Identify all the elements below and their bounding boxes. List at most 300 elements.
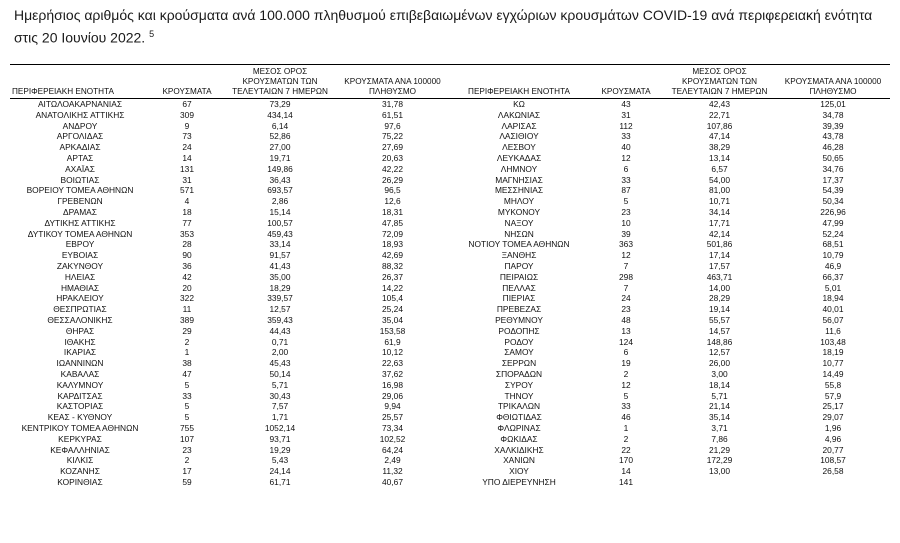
cell-avg7-right: 14,57 bbox=[709, 325, 730, 336]
cell-per100k-right: 10,79 bbox=[822, 250, 844, 261]
table-row bbox=[10, 250, 890, 261]
cell-avg7-right: 35,14 bbox=[709, 412, 730, 423]
header-per100k-right: ΚΡΟΥΣΜΑΤΑ ΑΝΑ 100000 ΠΛΗΘΥΣΜΟ bbox=[784, 77, 882, 96]
cell-cases-left: 24 bbox=[182, 142, 192, 153]
cell-cases-left: 353 bbox=[180, 228, 194, 239]
cell-region-right: ΛΑΣΙΘΙΟΥ bbox=[499, 131, 539, 142]
cell-cases-left: 131 bbox=[180, 163, 194, 174]
cell-region-left: ΑΡΤΑΣ bbox=[66, 152, 94, 163]
cell-per100k-right: 66,37 bbox=[822, 271, 844, 282]
cell-cases-left: 389 bbox=[180, 314, 194, 325]
cell-region-left: ΑΙΤΩΛΟΑΚΑΡΝΑΝΙΑΣ bbox=[10, 99, 150, 110]
table-row bbox=[10, 315, 890, 326]
cell-region-right: ΛΗΜΝΟΥ bbox=[500, 163, 538, 174]
cell-avg7-left: 459,43 bbox=[267, 228, 293, 239]
cell-cases-left: 38 bbox=[182, 358, 192, 369]
cell-per100k-left: 47,85 bbox=[382, 217, 403, 228]
table-row bbox=[10, 304, 890, 315]
cell-per100k-right: 34,78 bbox=[822, 109, 844, 120]
cell-per100k-left: 25,24 bbox=[382, 304, 403, 315]
cell-avg7-right: 5,71 bbox=[711, 390, 728, 401]
cell-cases-right: 5 bbox=[623, 390, 629, 401]
table-row bbox=[10, 455, 890, 466]
cell-region-left: ΘΗΡΑΣ bbox=[65, 325, 95, 336]
cell-avg7-left: 2,00 bbox=[271, 347, 289, 358]
cell-per100k-left: 73,34 bbox=[382, 422, 403, 433]
cell-avg7-left: 19,29 bbox=[269, 444, 291, 455]
cell-per100k-left: 153,58 bbox=[379, 325, 406, 336]
cell-region-left: ΚΟΖΑΝΗΣ bbox=[60, 466, 100, 477]
cell-cases-left: 5 bbox=[184, 412, 190, 423]
cell-cases-right: 13 bbox=[621, 325, 631, 336]
header-region-left: ΠΕΡΙΦΕΡΕΙΑΚΗ ΕΝΟΤΗΤΑ bbox=[12, 87, 114, 96]
cell-per100k-right: 34,76 bbox=[822, 163, 844, 174]
cell-cases-left: 17 bbox=[182, 466, 192, 477]
cell-cases-right: 124 bbox=[619, 336, 633, 347]
cell-region-left: ΚΕΝΤΡΙΚΟΥ ΤΟΜΕΑ ΑΘΗΝΩΝ bbox=[21, 422, 139, 433]
cell-per100k-right: 56,07 bbox=[822, 314, 844, 325]
cell-cases-right: 363 bbox=[619, 239, 633, 250]
header-avg7-left: ΜΕΣΟΣ ΟΡΟΣ ΚΡΟΥΣΜΑΤΩΝ ΤΩΝ ΤΕΛΕΥΤΑΙΩΝ 7 ΗΜΕΡΩΝ bbox=[232, 67, 328, 96]
cell-avg7-left: 0,71 bbox=[271, 336, 289, 347]
cell-region-left: ΚΑΡΔΙΤΣΑΣ bbox=[57, 390, 103, 401]
cell-region-left: ΔΥΤΙΚΟΥ ΤΟΜΕΑ ΑΘΗΝΩΝ bbox=[27, 228, 133, 239]
cell-avg7-left: 6,14 bbox=[271, 120, 289, 131]
cell-avg7-left: 27,00 bbox=[269, 142, 291, 153]
cell-per100k-left: 29,06 bbox=[382, 390, 403, 401]
cell-per100k-left: 22,63 bbox=[382, 358, 403, 369]
cell-per100k-left: 10,12 bbox=[382, 347, 403, 358]
table-row bbox=[10, 423, 890, 434]
table-row bbox=[10, 153, 890, 164]
cell-per100k-right: 52,24 bbox=[822, 228, 844, 239]
cell-per100k-right: 10,77 bbox=[822, 358, 844, 369]
cell-cases-left: 20 bbox=[182, 282, 192, 293]
cell-region-right: ΡΟΔΟΠΗΣ bbox=[498, 325, 540, 336]
cell-cases-left: 5 bbox=[184, 379, 190, 390]
cell-region-right: ΞΑΝΘΗΣ bbox=[501, 250, 537, 261]
cell-per100k-right: 55,8 bbox=[824, 379, 842, 390]
cell-cases-right: 19 bbox=[621, 358, 631, 369]
cell-per100k-left: 61,51 bbox=[382, 109, 403, 120]
table-row bbox=[10, 477, 890, 488]
cell-per100k-left: 72,09 bbox=[382, 228, 403, 239]
cell-avg7-left: 5,71 bbox=[271, 379, 289, 390]
cell-avg7-left: 12,57 bbox=[269, 304, 291, 315]
cell-avg7-left: 5,43 bbox=[271, 455, 289, 466]
cell-region-left: ΚΕΑΣ - ΚΥΘΝΟΥ bbox=[47, 412, 113, 423]
cell-avg7-right: 12,57 bbox=[709, 347, 730, 358]
cell-per100k-right: 57,9 bbox=[824, 390, 842, 401]
cell-avg7-right bbox=[663, 477, 776, 488]
cell-cases-left: 14 bbox=[182, 152, 192, 163]
cell-cases-right: 298 bbox=[619, 271, 633, 282]
cell-cases-right: 33 bbox=[621, 401, 631, 412]
cell-avg7-right: 81,00 bbox=[709, 185, 730, 196]
table-row bbox=[10, 412, 890, 423]
cell-avg7-left: 2,86 bbox=[271, 196, 289, 207]
cell-avg7-right: 172,29 bbox=[706, 455, 733, 466]
cell-cases-right: 1 bbox=[623, 422, 629, 433]
table-body bbox=[10, 99, 890, 488]
cell-region-right: ΠΕΙΡΑΙΩΣ bbox=[499, 271, 539, 282]
cell-avg7-right: 26,00 bbox=[709, 358, 730, 369]
cell-region-left: ΑΝΔΡΟΥ bbox=[62, 120, 98, 131]
cell-per100k-right: 108,57 bbox=[820, 455, 846, 466]
cell-cases-left: 18 bbox=[182, 206, 192, 217]
cell-per100k-right: 1,96 bbox=[824, 422, 842, 433]
cell-region-left: ΗΛΕΙΑΣ bbox=[64, 271, 96, 282]
cell-region-left: ΘΕΣΣΑΛΟΝΙΚΗΣ bbox=[47, 314, 113, 325]
cell-per100k-left: 26,37 bbox=[382, 271, 403, 282]
cell-cases-right: 24 bbox=[621, 293, 631, 304]
cell-cases-left: 59 bbox=[182, 476, 192, 487]
cell-avg7-right: 22,71 bbox=[709, 109, 730, 120]
cell-region-right: ΛΕΥΚΑΔΑΣ bbox=[496, 152, 542, 163]
cell-avg7-right: 54,00 bbox=[709, 174, 730, 185]
cell-region-left: ΚΑΣΤΟΡΙΑΣ bbox=[56, 401, 104, 412]
cell-region-left: ΚΕΡΚΥΡΑΣ bbox=[58, 433, 102, 444]
table-row bbox=[10, 445, 890, 456]
cell-region-right: ΜΕΣΣΗΝΙΑΣ bbox=[494, 185, 544, 196]
table-row bbox=[10, 358, 890, 369]
cell-region-right: ΝΗΣΩΝ bbox=[504, 228, 534, 239]
cell-avg7-left: 61,71 bbox=[269, 476, 291, 487]
table-row bbox=[10, 272, 890, 283]
cell-cases-left: 23 bbox=[182, 444, 192, 455]
cell-region-left: ΚΕΦΑΛΛΗΝΙΑΣ bbox=[50, 444, 110, 455]
cell-cases-right: 2 bbox=[623, 368, 629, 379]
cell-per100k-left: 96,5 bbox=[384, 185, 401, 196]
cell-per100k-right: 125,01 bbox=[776, 99, 890, 110]
cell-cases-left: 33 bbox=[182, 390, 192, 401]
table-row bbox=[10, 229, 890, 240]
cell-per100k-left: 11,32 bbox=[382, 466, 403, 477]
cell-per100k-right: 39,39 bbox=[822, 120, 844, 131]
cell-avg7-right: 7,86 bbox=[711, 433, 728, 444]
table-row bbox=[10, 337, 890, 348]
title-footnote: 5 bbox=[149, 29, 155, 39]
cell-cases-right: 87 bbox=[621, 185, 631, 196]
cell-avg7-right: 13,00 bbox=[709, 466, 730, 477]
table-row bbox=[10, 142, 890, 153]
cell-cases-right: 12 bbox=[621, 379, 631, 390]
cell-cases-right: 12 bbox=[621, 152, 631, 163]
header-avg7-right: ΜΕΣΟΣ ΟΡΟΣ ΚΡΟΥΣΜΑΤΩΝ ΤΩΝ ΤΕΛΕΥΤΑΙΩΝ 7 ΗΜΕΡΩΝ bbox=[671, 67, 768, 96]
cell-region-left: ΕΥΒΟΙΑΣ bbox=[61, 250, 99, 261]
cell-region-right: ΠΙΕΡΙΑΣ bbox=[502, 293, 536, 304]
cell-per100k-left: 42,22 bbox=[382, 163, 403, 174]
cell-per100k-right: 17,37 bbox=[822, 174, 844, 185]
cell-region-left: ΚΟΡΙΝΘΙΑΣ bbox=[57, 476, 103, 487]
cell-cases-left: 42 bbox=[182, 271, 192, 282]
cell-region-right: ΧΑΝΙΩΝ bbox=[503, 455, 535, 466]
cell-per100k-left: 16,98 bbox=[382, 379, 403, 390]
cell-cases-left: 107 bbox=[180, 433, 194, 444]
cell-region-left: ΗΜΑΘΙΑΣ bbox=[60, 282, 100, 293]
cell-region-left: ΙΘΑΚΗΣ bbox=[64, 336, 96, 347]
cell-avg7-right: 47,14 bbox=[709, 131, 730, 142]
cell-avg7-left: 93,71 bbox=[269, 433, 291, 444]
cell-avg7-right: 34,14 bbox=[709, 206, 730, 217]
table-row bbox=[10, 164, 890, 175]
table-row bbox=[10, 218, 890, 229]
cell-avg7-left: 41,43 bbox=[269, 260, 291, 271]
cell-avg7-left: 149,86 bbox=[267, 163, 293, 174]
cell-per100k-left: 26,29 bbox=[382, 174, 403, 185]
cell-region-right: ΣΥΡΟΥ bbox=[504, 379, 534, 390]
cell-per100k-right: 47,99 bbox=[822, 217, 844, 228]
cell-cases-left: 571 bbox=[180, 185, 194, 196]
cell-cases-right: 14 bbox=[621, 466, 631, 477]
cell-avg7-right: 463,71 bbox=[706, 271, 733, 282]
cell-per100k-right: 103,48 bbox=[820, 336, 846, 347]
table-row bbox=[10, 261, 890, 272]
cell-per100k-left: 18,93 bbox=[382, 239, 403, 250]
cell-avg7-left: 434,14 bbox=[267, 109, 293, 120]
cell-per100k-right: 14,49 bbox=[822, 368, 844, 379]
cell-region-left: ΒΟΡΕΙΟΥ ΤΟΜΕΑ ΑΘΗΝΩΝ bbox=[26, 185, 134, 196]
cell-region-left: ΑΝΑΤΟΛΙΚΗΣ ΑΤΤΙΚΗΣ bbox=[35, 109, 125, 120]
cell-avg7-right: 28,29 bbox=[709, 293, 730, 304]
cell-avg7-left: 30,43 bbox=[269, 390, 291, 401]
cell-region-right: ΜΑΓΝΗΣΙΑΣ bbox=[495, 174, 543, 185]
cell-per100k-right: 18,94 bbox=[822, 293, 844, 304]
header-cases-left: ΚΡΟΥΣΜΑΤΑ bbox=[162, 87, 212, 96]
cell-per100k-right: 40,01 bbox=[822, 304, 844, 315]
cell-per100k-left: 12,6 bbox=[384, 196, 401, 207]
cell-region-right: ΡΕΘΥΜΝΟΥ bbox=[495, 314, 543, 325]
cell-per100k-right: 50,65 bbox=[822, 152, 844, 163]
cell-avg7-left: 1,71 bbox=[271, 412, 289, 423]
cell-region-right: ΤΗΝΟΥ bbox=[504, 390, 534, 401]
cell-avg7-left: 693,57 bbox=[267, 185, 293, 196]
cell-per100k-right: 54,39 bbox=[822, 185, 844, 196]
cell-region-right: ΦΛΩΡΙΝΑΣ bbox=[497, 422, 541, 433]
cell-per100k-right: 226,96 bbox=[820, 206, 846, 217]
cell-avg7-left: 73,29 bbox=[224, 99, 336, 110]
cell-region-right: ΠΑΡΟΥ bbox=[504, 260, 534, 271]
cell-per100k-left: 40,67 bbox=[382, 476, 403, 487]
cell-per100k-left: 102,52 bbox=[379, 433, 406, 444]
cell-region-right: ΛΕΣΒΟΥ bbox=[502, 142, 536, 153]
cell-cases-right: 2 bbox=[623, 433, 629, 444]
cell-cases-right: 12 bbox=[621, 250, 631, 261]
table-row bbox=[10, 131, 890, 142]
cell-cases-right: 33 bbox=[621, 131, 631, 142]
cell-cases-left: 36 bbox=[182, 260, 192, 271]
cell-cases-right: 170 bbox=[619, 455, 633, 466]
cell-cases-left: 73 bbox=[182, 131, 192, 142]
cell-cases-left: 28 bbox=[182, 239, 192, 250]
cell-avg7-left: 52,86 bbox=[269, 131, 291, 142]
cell-per100k-left: 9,94 bbox=[384, 401, 401, 412]
table-row bbox=[10, 196, 890, 207]
cell-avg7-right: 19,14 bbox=[709, 304, 730, 315]
cell-region-left: ΙΩΑΝΝΙΝΩΝ bbox=[56, 358, 104, 369]
cell-region-right: ΣΠΟΡΑΔΩΝ bbox=[495, 368, 543, 379]
cell-cases-left: 9 bbox=[184, 120, 190, 131]
cell-region-left: ΚΑΒΑΛΑΣ bbox=[60, 368, 100, 379]
cell-avg7-left: 1052,14 bbox=[264, 422, 296, 433]
cell-region-left: ΕΒΡΟΥ bbox=[65, 239, 95, 250]
cell-cases-right: 5 bbox=[623, 196, 629, 207]
header-cases-right: ΚΡΟΥΣΜΑΤΑ bbox=[601, 87, 651, 96]
cell-region-right: ΦΘΙΩΤΙΔΑΣ bbox=[496, 412, 542, 423]
cell-per100k-left: 37,62 bbox=[382, 368, 403, 379]
cell-per100k-right: 43,78 bbox=[822, 131, 844, 142]
cell-region-left: ΑΡΚΑΔΙΑΣ bbox=[59, 142, 101, 153]
cell-region-right: ΚΩ bbox=[449, 99, 589, 110]
cell-region-right: ΝΑΞΟΥ bbox=[504, 217, 534, 228]
cell-cases-right: 40 bbox=[621, 142, 631, 153]
cell-region-right: ΠΕΛΛΑΣ bbox=[502, 282, 536, 293]
cell-avg7-right: 18,14 bbox=[709, 379, 730, 390]
cell-per100k-left: 88,32 bbox=[382, 260, 403, 271]
cell-cases-left: 29 bbox=[182, 325, 192, 336]
cell-region-right: ΥΠΟ ΔΙΕΡΕΥΝΗΣΗ bbox=[482, 476, 556, 487]
cell-region-right: ΛΑΡΙΣΑΣ bbox=[501, 120, 537, 131]
cell-cases-right: 31 bbox=[621, 109, 631, 120]
cell-per100k-left: 42,69 bbox=[382, 250, 403, 261]
cell-per100k-right: 46,28 bbox=[822, 142, 844, 153]
cell-cases-left: 4 bbox=[184, 196, 190, 207]
cell-avg7-right: 55,57 bbox=[709, 314, 730, 325]
cell-region-right: ΤΡΙΚΑΛΩΝ bbox=[497, 401, 541, 412]
cell-avg7-left: 7,57 bbox=[271, 401, 289, 412]
cell-cases-left: 2 bbox=[184, 336, 190, 347]
page-title bbox=[14, 6, 884, 48]
cell-cases-left: 90 bbox=[182, 250, 192, 261]
cell-cases-left: 47 bbox=[182, 368, 192, 379]
cell-avg7-right: 107,86 bbox=[706, 120, 733, 131]
cell-avg7-left: 359,43 bbox=[267, 314, 293, 325]
table-row bbox=[10, 466, 890, 477]
table-row bbox=[10, 347, 890, 358]
cell-cases-right: 22 bbox=[621, 444, 631, 455]
cell-region-left: ΔΡΑΜΑΣ bbox=[63, 206, 97, 217]
cell-per100k-left: 61,9 bbox=[384, 336, 401, 347]
cell-avg7-left: 33,14 bbox=[269, 239, 291, 250]
cell-region-left: ΒΟΙΩΤΙΑΣ bbox=[60, 174, 100, 185]
cell-region-left: ΑΧΑΪΑΣ bbox=[65, 163, 95, 174]
title-text: Ημερήσιος αριθμός και κρούσματα ανά 100.000 πληθυσμού επιβεβαιωμένων εγχώριων κρουσμάτων COVID-19 ανά περιφερειακή ενότητα στις 20 Ιουνίου 2022. bbox=[14, 7, 873, 46]
cell-per100k-right: 50,34 bbox=[822, 196, 844, 207]
cell-cases-left: 77 bbox=[182, 217, 192, 228]
table-row bbox=[10, 293, 890, 304]
cell-per100k-left: 64,24 bbox=[382, 444, 403, 455]
cell-per100k-right bbox=[776, 477, 890, 488]
cell-region-right: ΜΥΚΟΝΟΥ bbox=[497, 206, 541, 217]
table-row bbox=[10, 185, 890, 196]
cell-avg7-right: 17,71 bbox=[709, 217, 730, 228]
cell-per100k-right: 20,77 bbox=[822, 444, 844, 455]
cell-region-left: ΖΑΚΥΝΘΟΥ bbox=[56, 260, 104, 271]
cell-cases-left: 322 bbox=[180, 293, 194, 304]
cell-region-left: ΗΡΑΚΛΕΙΟΥ bbox=[56, 293, 104, 304]
cell-cases-left: 31 bbox=[182, 174, 192, 185]
cell-cases-right: 39 bbox=[621, 228, 631, 239]
header-region-right: ΠΕΡΙΦΕΡΕΙΑΚΗ ΕΝΟΤΗΤΑ bbox=[468, 87, 570, 96]
cell-cases-right: 6 bbox=[623, 347, 629, 358]
cell-avg7-right: 21,29 bbox=[709, 444, 730, 455]
cell-per100k-right: 18,19 bbox=[822, 347, 844, 358]
cell-cases-right: 7 bbox=[623, 260, 629, 271]
cell-per100k-left: 105,4 bbox=[382, 293, 403, 304]
cell-region-left: ΚΑΛΥΜΝΟΥ bbox=[56, 379, 104, 390]
cell-cases-right: 6 bbox=[623, 163, 629, 174]
cell-avg7-right: 38,29 bbox=[709, 142, 730, 153]
header-per100k-left: ΚΡΟΥΣΜΑΤΑ ΑΝΑ 100000 ΠΛΗΘΥΣΜΟ bbox=[344, 77, 441, 96]
cell-region-right: ΧΑΛΚΙΔΙΚΗΣ bbox=[494, 444, 544, 455]
cell-avg7-right: 13,14 bbox=[709, 152, 730, 163]
table-row bbox=[10, 380, 890, 391]
table-row bbox=[10, 110, 890, 121]
cell-avg7-left: 19,71 bbox=[269, 152, 291, 163]
cell-region-right: ΦΩΚΙΔΑΣ bbox=[500, 433, 538, 444]
cell-per100k-right: 25,17 bbox=[822, 401, 844, 412]
covid-cases-table-container bbox=[10, 64, 890, 488]
table-row bbox=[10, 99, 890, 110]
cell-cases-left: 309 bbox=[180, 109, 194, 120]
cell-avg7-right: 3,00 bbox=[711, 368, 728, 379]
cell-per100k-left: 18,31 bbox=[382, 206, 403, 217]
cell-region-right: ΣΑΜΟΥ bbox=[504, 347, 534, 358]
cell-per100k-left: 14,22 bbox=[382, 282, 403, 293]
cell-avg7-left: 15,14 bbox=[269, 206, 291, 217]
table-row bbox=[10, 207, 890, 218]
cell-avg7-right: 21,14 bbox=[709, 401, 730, 412]
cell-per100k-left: 2,49 bbox=[384, 455, 401, 466]
cell-cases-left: 1 bbox=[184, 347, 190, 358]
cell-cases-right: 10 bbox=[621, 217, 631, 228]
cell-avg7-right: 10,71 bbox=[709, 196, 730, 207]
cell-region-left: ΙΚΑΡΙΑΣ bbox=[63, 347, 97, 358]
cell-per100k-left: 75,22 bbox=[382, 131, 403, 142]
cell-cases-right: 48 bbox=[621, 314, 631, 325]
cell-avg7-left: 36,43 bbox=[269, 174, 291, 185]
cell-region-left: ΚΙΛΚΙΣ bbox=[66, 455, 94, 466]
table-row bbox=[10, 121, 890, 132]
cell-avg7-right: 501,86 bbox=[706, 239, 733, 250]
cell-avg7-left: 339,57 bbox=[267, 293, 293, 304]
cell-per100k-left: 27,69 bbox=[382, 142, 403, 153]
cell-avg7-left: 18,29 bbox=[269, 282, 291, 293]
cell-avg7-left: 100,57 bbox=[267, 217, 293, 228]
covid-cases-table bbox=[10, 64, 890, 488]
cell-avg7-right: 42,43 bbox=[663, 99, 776, 110]
cell-cases-right: 33 bbox=[621, 174, 631, 185]
cell-cases-left: 5 bbox=[184, 401, 190, 412]
cell-per100k-left: 35,04 bbox=[382, 314, 403, 325]
cell-avg7-right: 17,14 bbox=[709, 250, 730, 261]
cell-region-right: ΠΡΕΒΕΖΑΣ bbox=[496, 304, 542, 315]
table-row bbox=[10, 369, 890, 380]
cell-cases-right: 112 bbox=[619, 120, 633, 131]
cell-region-right: ΧΙΟΥ bbox=[509, 466, 529, 477]
table-row bbox=[10, 401, 890, 412]
cell-region-left: ΑΡΓΟΛΙΔΑΣ bbox=[56, 131, 104, 142]
cell-per100k-right: 29,07 bbox=[822, 412, 844, 423]
cell-avg7-right: 17,57 bbox=[709, 260, 730, 271]
cell-avg7-left: 45,43 bbox=[269, 358, 291, 369]
table-row bbox=[10, 434, 890, 445]
cell-region-right: ΣΕΡΡΩΝ bbox=[501, 358, 537, 369]
cell-per100k-right: 46,9 bbox=[824, 260, 842, 271]
table-row bbox=[10, 175, 890, 186]
cell-region-right: ΝΟΤΙΟΥ ΤΟΜΕΑ ΑΘΗΝΩΝ bbox=[468, 239, 570, 250]
cell-avg7-left: 35,00 bbox=[269, 271, 291, 282]
